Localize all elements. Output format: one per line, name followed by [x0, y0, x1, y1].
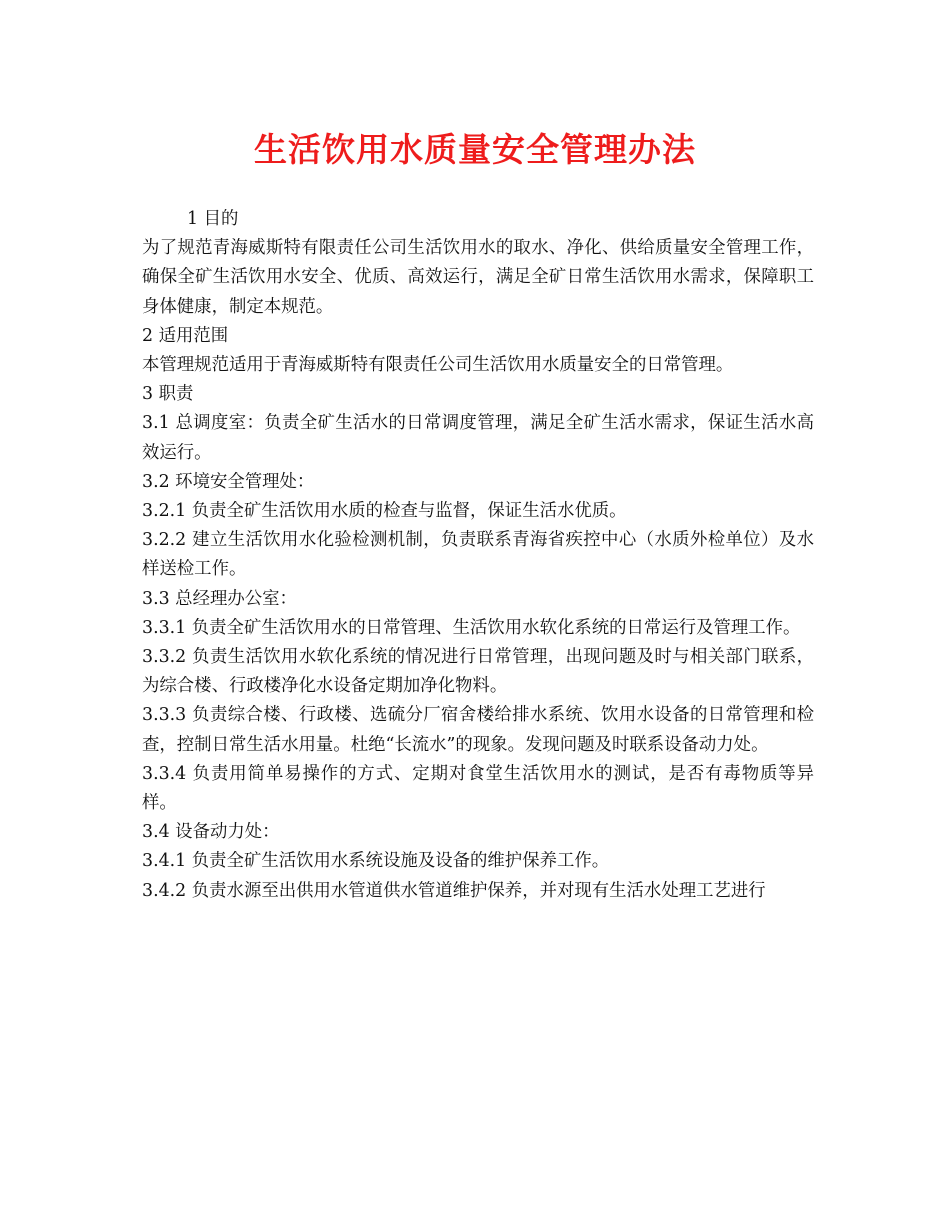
paragraph: 3.4.1 负责全矿生活饮用水系统设施及设备的维护保养工作。 [142, 851, 610, 872]
paragraph: 为了规范青海威斯特有限责任公司生活饮用水的取水、净化、供给质量安全管理工作，确保全矿生活饮用水安全、优质、高效运行，满足全矿日常生活饮用水需求，保障职工身体健康，制定本规范。 [142, 238, 814, 317]
paragraph: 3.4.2 负责水源至出供用水管道供水管道维护保养，并对现有生活水处理工艺进行 [142, 880, 766, 901]
document-title: 生活饮用水质量安全管理办法 [254, 130, 696, 169]
paragraph: 本管理规范适用于青海威斯特有限责任公司生活饮用水质量安全的日常管理。 [142, 355, 734, 376]
paragraph: 3.3.2 负责生活饮用水软化系统的情况进行日常管理，出现问题及时与相关部门联系，为综合楼、行政楼净化水设备定期加净化物料。 [142, 647, 814, 697]
paragraph: 1 目的 [187, 209, 239, 229]
paragraph: 3.1 总调度室：负责全矿生活水的日常调度管理，满足全矿生活水需求，保证生活水高效运行。 [142, 413, 814, 463]
paragraph: 3.3.1 负责全矿生活饮用水的日常管理、生活饮用水软化系统的日常运行及管理工作。 [142, 617, 801, 638]
paragraph: 3.4 设备动力处： [142, 822, 280, 843]
paragraph: 3 职责 [142, 384, 194, 405]
paragraph: 3.2.2 建立生活饮用水化验检测机制，负责联系青海省疾控中心（水质外检单位）及水样送检工作。 [142, 530, 814, 580]
paragraph: 3.2.1 负责全矿生活饮用水质的检查与监督，保证生活水优质。 [142, 501, 627, 522]
document-body [142, 205, 814, 906]
paragraph: 3.3.4 负责用简单易操作的方式、定期对食堂生活饮用水的测试，是否有毒物质等异样。 [142, 763, 814, 814]
paragraph: 3.3 总经理办公室： [142, 588, 297, 609]
paragraph: 2 适用范围 [142, 325, 229, 346]
paragraph: 3.3.3 负责综合楼、行政楼、选硫分厂宿舍楼给排水系统、饮用水设备的日常管理和检查，控制日常生活水用量。杜绝“长流水”的现象。发现问题及时联系设备动力处。 [142, 705, 814, 755]
paragraph: 3.2 环境安全管理处： [142, 471, 315, 492]
